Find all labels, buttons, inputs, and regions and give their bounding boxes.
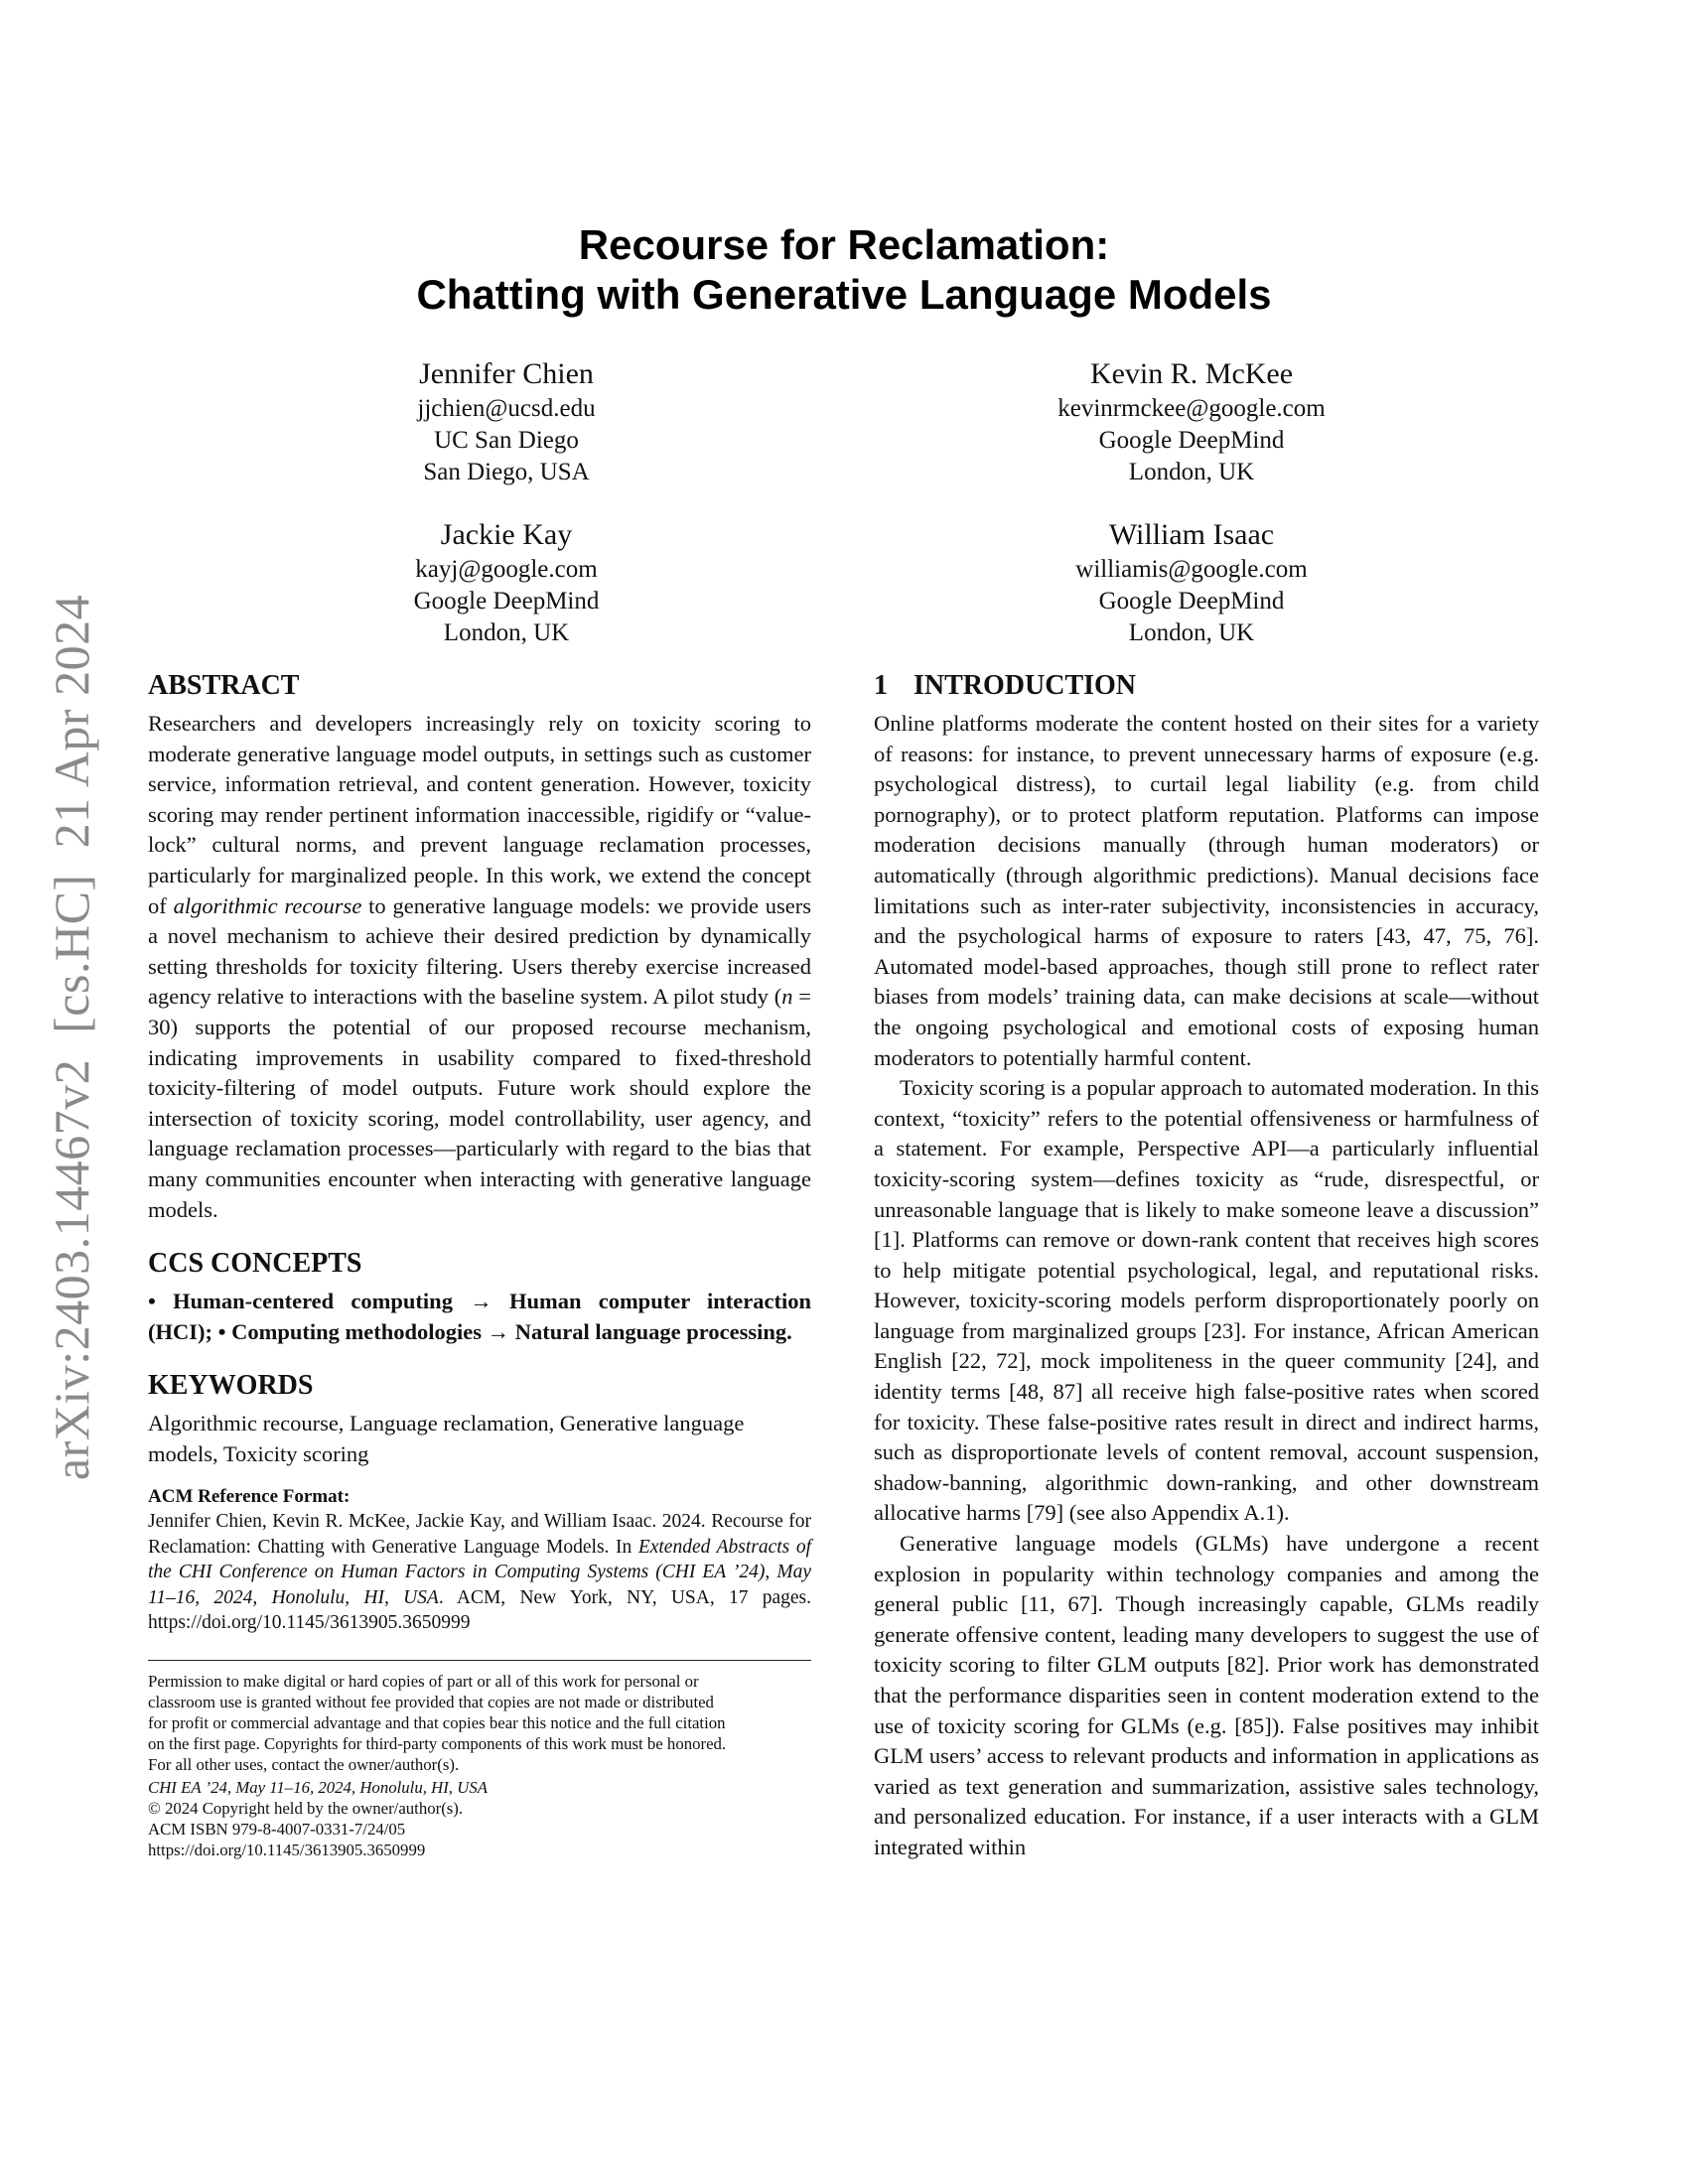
keywords-text: Algorithmic recourse, Language reclamation, Generative language models, Toxicity scoring (148, 1411, 745, 1466)
footnote-doi-link[interactable]: https://doi.org/10.1145/3613905.3650999 (148, 1840, 426, 1859)
permission-line: classroom use is granted without fee provided that copies are not made or distributed (148, 1692, 714, 1711)
abstract-text (148, 709, 811, 1225)
author-block-4 (943, 516, 1440, 649)
author-name: Jennifer Chien (419, 357, 594, 390)
abstract-sample-size-symbol: n (781, 984, 793, 1010)
abstract-heading: ABSTRACT (148, 670, 300, 701)
abstract-text-part: to generative language models: we provide users a novel mechanism to achieve their desired prediction by dynamically setting thresholds for toxicity filtering. Users thereby exercise increased agency relative to interactions with the baseline system. A pilot study ( (148, 892, 812, 1010)
abstract-italic-term: algorithmic recourse (173, 892, 362, 918)
abstract-text-part: = 30) supports the potential of our proposed recourse mechanism, indicating improvements in usability compared to fixed-threshold toxicity-filtering of model outputs. Future work should explore the intersection of toxicity scoring, model controllability, user agency, and language reclamation processes—particularly with regard to the bias that many communities encounter when interacting with generative language models. (148, 984, 811, 1222)
author-email[interactable]: jjchien@ucsd.edu (417, 395, 596, 422)
author-email[interactable]: kayj@google.com (415, 556, 598, 583)
author-affiliation: UC San Diego (434, 427, 579, 454)
abstract-text-part: Researchers and developers increasingly rely on toxicity scoring to moderate generative language model outputs, in settings such as customer service, information retrieval, and content generation. However, toxicity scoring may render pertinent information inaccessible, rigidify or “value-lock” cultural norms, and prevent language reclamation processes, particularly for marginalized people. In this work, we extend the concept of (148, 711, 811, 918)
ccs-concepts-heading: CCS CONCEPTS (148, 1248, 362, 1280)
ccs-concepts-text: • Human-centered computing → Human computer interaction (HCI); • Computing methodologies → Natural language processing. (148, 1289, 811, 1344)
keywords-heading: KEYWORDS (148, 1370, 314, 1402)
author-email[interactable]: kevinrmckee@google.com (1057, 395, 1326, 422)
author-name: Jackie Kay (440, 518, 573, 551)
author-block-1 (258, 355, 755, 488)
footnote-divider (148, 1660, 811, 1661)
acm-reference-part: . ACM, New York, NY, USA, 17 pages. https://doi.org/10.1145/3613905.3650999 (148, 1586, 811, 1634)
acm-reference-text (148, 1509, 811, 1636)
intro-paragraph-1: Online platforms moderate the content hosted on their sites for a variety of reasons: for instance, to prevent unnecessary harms of exposure (e.g. psychological distress), to curtail legal liability (e.g. from child pornography), or to protect platform reputation. Platforms can impose moderation decisions manually (through human moderators) or automatically (through algorithmic predictions). Manual decisions face limitations such as inter-rater subjectivity, inconsistencies in accuracy, and the psychological harms of exposure to raters [43, 47, 75, 76]. Automated model-based approaches, though still prone to reflect rater biases from models’ training data, can make decisions at scale—without the ongoing psychological and emotional costs of exposing human moderators to potentially harmful content. (874, 711, 1539, 1070)
intro-paragraph-2: Toxicity scoring is a popular approach to automated moderation. In this context, “toxicity” refers to the potential offensiveness or harmfulness of a statement. For example, Perspective API—a particularly influential toxicity-scoring system—defines toxicity as “rude, disrespectful, or unreasonable language that is likely to make someone leave a discussion” [1]. Platforms can remove or down-rank content that receives high scores to help mitigate potential psychological, legal, and reputational risks. However, toxicity-scoring models perform disproportionately poorly on language from marginalized groups [23]. For instance, African American English [22, 72], mock impoliteness in the queer community [24], and identity terms [48, 87] all receive high false-positive rates when scored for toxicity. These false-positive rates result in direct and indirect harms, such as disproportionate levels of content removal, account suspension, shadow-banning, algorithmic down-ranking, and other downstream allocative harms [79] (see also Appendix A.1). (874, 1075, 1539, 1526)
permission-line: Permission to make digital or hard copies of part or all of this work for personal or (148, 1671, 699, 1691)
author-name: William Isaac (1108, 518, 1275, 551)
arxiv-identifier-stamp: arXiv:2403.14467v2 [cs.HC] 21 Apr 2024 (44, 594, 99, 1481)
author-name: Kevin R. McKee (1089, 357, 1294, 390)
left-column (148, 669, 811, 1860)
section-title: INTRODUCTION (914, 670, 1137, 701)
author-location: London, UK (443, 619, 570, 646)
acm-reference-venue: Extended Abstracts of the CHI Conference on Human Factors in Computing Systems (CHI EA ’24), May 11–16, 2024, Honolulu, HI, USA (148, 1536, 811, 1608)
author-affiliation: Google DeepMind (1098, 588, 1285, 614)
author-affiliation: Google DeepMind (1098, 427, 1285, 454)
section-number: 1 (874, 670, 888, 701)
permission-line: For all other uses, contact the owner/author(s). (148, 1754, 460, 1774)
author-location: London, UK (1128, 619, 1255, 646)
permission-line: on the first page. Copyrights for third-party components of this work must be honored. (148, 1733, 727, 1753)
title-line-1: Recourse for Reclamation: (578, 221, 1110, 268)
copyright-footnote (148, 1671, 811, 1860)
paper-title (0, 220, 1688, 320)
author-location: London, UK (1128, 459, 1255, 485)
author-block-3 (258, 516, 755, 649)
permission-line: for profit or commercial advantage and that copies bear this notice and the full citation (148, 1712, 726, 1732)
right-column (874, 669, 1539, 1863)
footnote-copyright: © 2024 Copyright held by the owner/author(s). (148, 1798, 464, 1818)
footnote-venue: CHI EA ’24, May 11–16, 2024, Honolulu, HI, USA (148, 1777, 488, 1797)
intro-paragraph-3: Generative language models (GLMs) have undergone a recent explosion in popularity within technology companies and among the general public [11, 67]. Though increasingly capable, GLMs readily generate offensive content, leading many developers to suggest the use of toxicity scoring to filter GLM outputs [82]. Prior work has demonstrated that the performance disparities seen in content moderation extend to the use of toxicity scoring for GLMs (e.g. [85]). False positives may inhibit GLM users’ access to relevant products and information in applications as varied as text generation and summarization, assistive sales technology, and personalized education. For instance, if a user interacts with a GLM integrated within (874, 1531, 1539, 1859)
title-line-2: Chatting with Generative Language Models (416, 271, 1272, 318)
footnote-isbn: ACM ISBN 979-8-4007-0331-7/24/05 (148, 1819, 406, 1839)
acm-reference-heading: ACM Reference Format: (148, 1486, 351, 1508)
author-affiliation: Google DeepMind (413, 588, 600, 614)
acm-reference-part: Jennifer Chien, Kevin R. McKee, Jackie Kay, and William Isaac. 2024. Recourse for Reclamation: Chatting with Generative Language Models. In (148, 1511, 811, 1558)
author-email[interactable]: williamis@google.com (1075, 556, 1308, 583)
author-location: San Diego, USA (423, 459, 590, 485)
author-block-2 (943, 355, 1440, 488)
introduction-heading (874, 669, 1539, 703)
